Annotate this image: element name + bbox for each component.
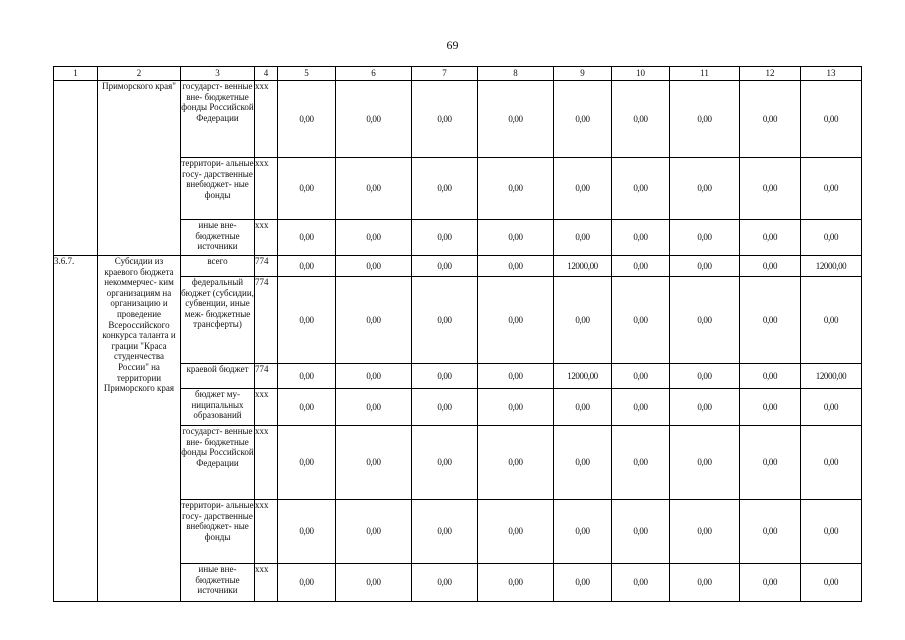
funding-source: государст- венные вне- бюджетные фонды Российской Федерации xyxy=(181,81,255,158)
funding-source: бюджет му- ниципальных образований xyxy=(181,389,255,426)
amount-cell: 0,00 xyxy=(412,256,478,277)
amount-cell: 0,00 xyxy=(278,389,336,426)
budget-code: xxx xyxy=(255,220,278,256)
funding-source: всего xyxy=(181,256,255,277)
amount-cell: 0,00 xyxy=(278,158,336,220)
amount-cell: 0,00 xyxy=(278,364,336,389)
column-number: 5 xyxy=(278,67,336,81)
amount-cell: 0,00 xyxy=(670,389,740,426)
amount-cell: 0,00 xyxy=(554,426,612,500)
amount-cell: 0,00 xyxy=(801,81,862,158)
budget-code: xxx xyxy=(255,158,278,220)
column-number: 11 xyxy=(670,67,740,81)
column-number: 7 xyxy=(412,67,478,81)
amount-cell: 0,00 xyxy=(740,564,801,602)
amount-cell: 0,00 xyxy=(670,426,740,500)
item-number: 3.6.7. xyxy=(54,256,98,602)
amount-cell: 0,00 xyxy=(412,158,478,220)
column-number: 1 xyxy=(54,67,98,81)
column-number: 8 xyxy=(478,67,554,81)
budget-code: xxx xyxy=(255,389,278,426)
amount-cell: 0,00 xyxy=(801,500,862,564)
amount-cell: 0,00 xyxy=(670,500,740,564)
amount-cell: 0,00 xyxy=(478,500,554,564)
amount-cell: 0,00 xyxy=(740,220,801,256)
column-number-row xyxy=(54,67,862,81)
amount-cell: 0,00 xyxy=(336,220,412,256)
amount-cell: 0,00 xyxy=(412,564,478,602)
amount-cell: 0,00 xyxy=(612,426,670,500)
item-number xyxy=(54,81,98,256)
amount-cell: 0,00 xyxy=(740,426,801,500)
amount-cell: 12000,00 xyxy=(554,256,612,277)
amount-cell: 0,00 xyxy=(336,277,412,364)
amount-cell: 0,00 xyxy=(670,81,740,158)
amount-cell: 0,00 xyxy=(278,564,336,602)
amount-cell: 0,00 xyxy=(740,500,801,564)
amount-cell: 0,00 xyxy=(670,277,740,364)
amount-cell: 0,00 xyxy=(478,364,554,389)
amount-cell: 0,00 xyxy=(554,277,612,364)
amount-cell: 0,00 xyxy=(336,426,412,500)
amount-cell: 0,00 xyxy=(612,220,670,256)
amount-cell: 0,00 xyxy=(612,81,670,158)
amount-cell: 0,00 xyxy=(554,158,612,220)
amount-cell: 0,00 xyxy=(478,158,554,220)
amount-cell: 0,00 xyxy=(740,158,801,220)
budget-code: xxx xyxy=(255,81,278,158)
amount-cell: 0,00 xyxy=(612,389,670,426)
budget-table xyxy=(53,66,862,602)
page-number: 69 xyxy=(446,38,459,52)
table-row xyxy=(54,81,862,158)
budget-code: xxx xyxy=(255,500,278,564)
amount-cell: 0,00 xyxy=(336,389,412,426)
budget-code: 774 xyxy=(255,364,278,389)
amount-cell: 0,00 xyxy=(278,81,336,158)
amount-cell: 0,00 xyxy=(740,256,801,277)
amount-cell: 0,00 xyxy=(478,220,554,256)
amount-cell: 0,00 xyxy=(612,500,670,564)
amount-cell: 0,00 xyxy=(478,256,554,277)
amount-cell: 0,00 xyxy=(554,81,612,158)
amount-cell: 0,00 xyxy=(670,158,740,220)
amount-cell: 0,00 xyxy=(801,277,862,364)
amount-cell: 0,00 xyxy=(278,500,336,564)
amount-cell: 0,00 xyxy=(412,277,478,364)
column-number: 3 xyxy=(181,67,255,81)
amount-cell: 0,00 xyxy=(478,564,554,602)
amount-cell: 0,00 xyxy=(336,158,412,220)
budget-code: xxx xyxy=(255,564,278,602)
amount-cell: 0,00 xyxy=(554,220,612,256)
amount-cell: 0,00 xyxy=(278,277,336,364)
amount-cell: 0,00 xyxy=(412,364,478,389)
amount-cell: 0,00 xyxy=(801,564,862,602)
amount-cell: 0,00 xyxy=(278,426,336,500)
amount-cell: 0,00 xyxy=(801,158,862,220)
amount-cell: 0,00 xyxy=(801,389,862,426)
amount-cell: 0,00 xyxy=(801,220,862,256)
amount-cell: 0,00 xyxy=(740,81,801,158)
amount-cell: 0,00 xyxy=(554,500,612,564)
amount-cell: 0,00 xyxy=(612,256,670,277)
column-number: 12 xyxy=(740,67,801,81)
amount-cell: 0,00 xyxy=(336,500,412,564)
amount-cell: 0,00 xyxy=(412,500,478,564)
column-number: 13 xyxy=(801,67,862,81)
amount-cell: 0,00 xyxy=(740,277,801,364)
amount-cell: 0,00 xyxy=(412,81,478,158)
funding-source: краевой бюджет xyxy=(181,364,255,389)
budget-code: 774 xyxy=(255,277,278,364)
amount-cell: 0,00 xyxy=(612,364,670,389)
amount-cell: 0,00 xyxy=(670,564,740,602)
funding-source: федеральный бюджет (субсидии, субвенции, иные меж- бюджетные трансферты) xyxy=(181,277,255,364)
amount-cell: 0,00 xyxy=(670,256,740,277)
amount-cell: 0,00 xyxy=(336,81,412,158)
column-number: 2 xyxy=(98,67,181,81)
funding-source: территори- альные госу- дарственные внебюджет- ные фонды xyxy=(181,158,255,220)
amount-cell: 0,00 xyxy=(278,220,336,256)
amount-cell: 12000,00 xyxy=(801,364,862,389)
amount-cell: 0,00 xyxy=(478,277,554,364)
amount-cell: 0,00 xyxy=(801,426,862,500)
amount-cell: 12000,00 xyxy=(554,364,612,389)
amount-cell: 0,00 xyxy=(412,426,478,500)
amount-cell: 0,00 xyxy=(478,426,554,500)
amount-cell: 0,00 xyxy=(336,256,412,277)
amount-cell: 0,00 xyxy=(478,81,554,158)
amount-cell: 0,00 xyxy=(412,389,478,426)
amount-cell: 0,00 xyxy=(740,389,801,426)
funding-source: иные вне- бюджетные источники xyxy=(181,564,255,602)
amount-cell: 12000,00 xyxy=(801,256,862,277)
funding-source: иные вне- бюджетные источники xyxy=(181,220,255,256)
item-name: Субсидии из краевого бюджета некоммерчес- ким организациям на организацию и проведение Всероссийского конкурса таланта и грации "Краса студенчества России" на территории Приморского края xyxy=(98,256,181,602)
funding-source: государст- венные вне- бюджетные фонды Российской Федерации xyxy=(181,426,255,500)
amount-cell: 0,00 xyxy=(478,389,554,426)
amount-cell: 0,00 xyxy=(336,364,412,389)
amount-cell: 0,00 xyxy=(612,277,670,364)
amount-cell: 0,00 xyxy=(554,389,612,426)
column-number: 10 xyxy=(612,67,670,81)
amount-cell: 0,00 xyxy=(612,564,670,602)
amount-cell: 0,00 xyxy=(670,220,740,256)
budget-code: xxx xyxy=(255,426,278,500)
amount-cell: 0,00 xyxy=(412,220,478,256)
column-number: 9 xyxy=(554,67,612,81)
amount-cell: 0,00 xyxy=(740,364,801,389)
amount-cell: 0,00 xyxy=(278,256,336,277)
budget-code: 774 xyxy=(255,256,278,277)
item-name: Приморского края" xyxy=(98,81,181,256)
amount-cell: 0,00 xyxy=(612,158,670,220)
column-number: 4 xyxy=(255,67,278,81)
column-number: 6 xyxy=(336,67,412,81)
amount-cell: 0,00 xyxy=(670,364,740,389)
table-row xyxy=(54,256,862,277)
amount-cell: 0,00 xyxy=(554,564,612,602)
funding-source: территори- альные госу- дарственные внебюджет- ные фонды xyxy=(181,500,255,564)
amount-cell: 0,00 xyxy=(336,564,412,602)
